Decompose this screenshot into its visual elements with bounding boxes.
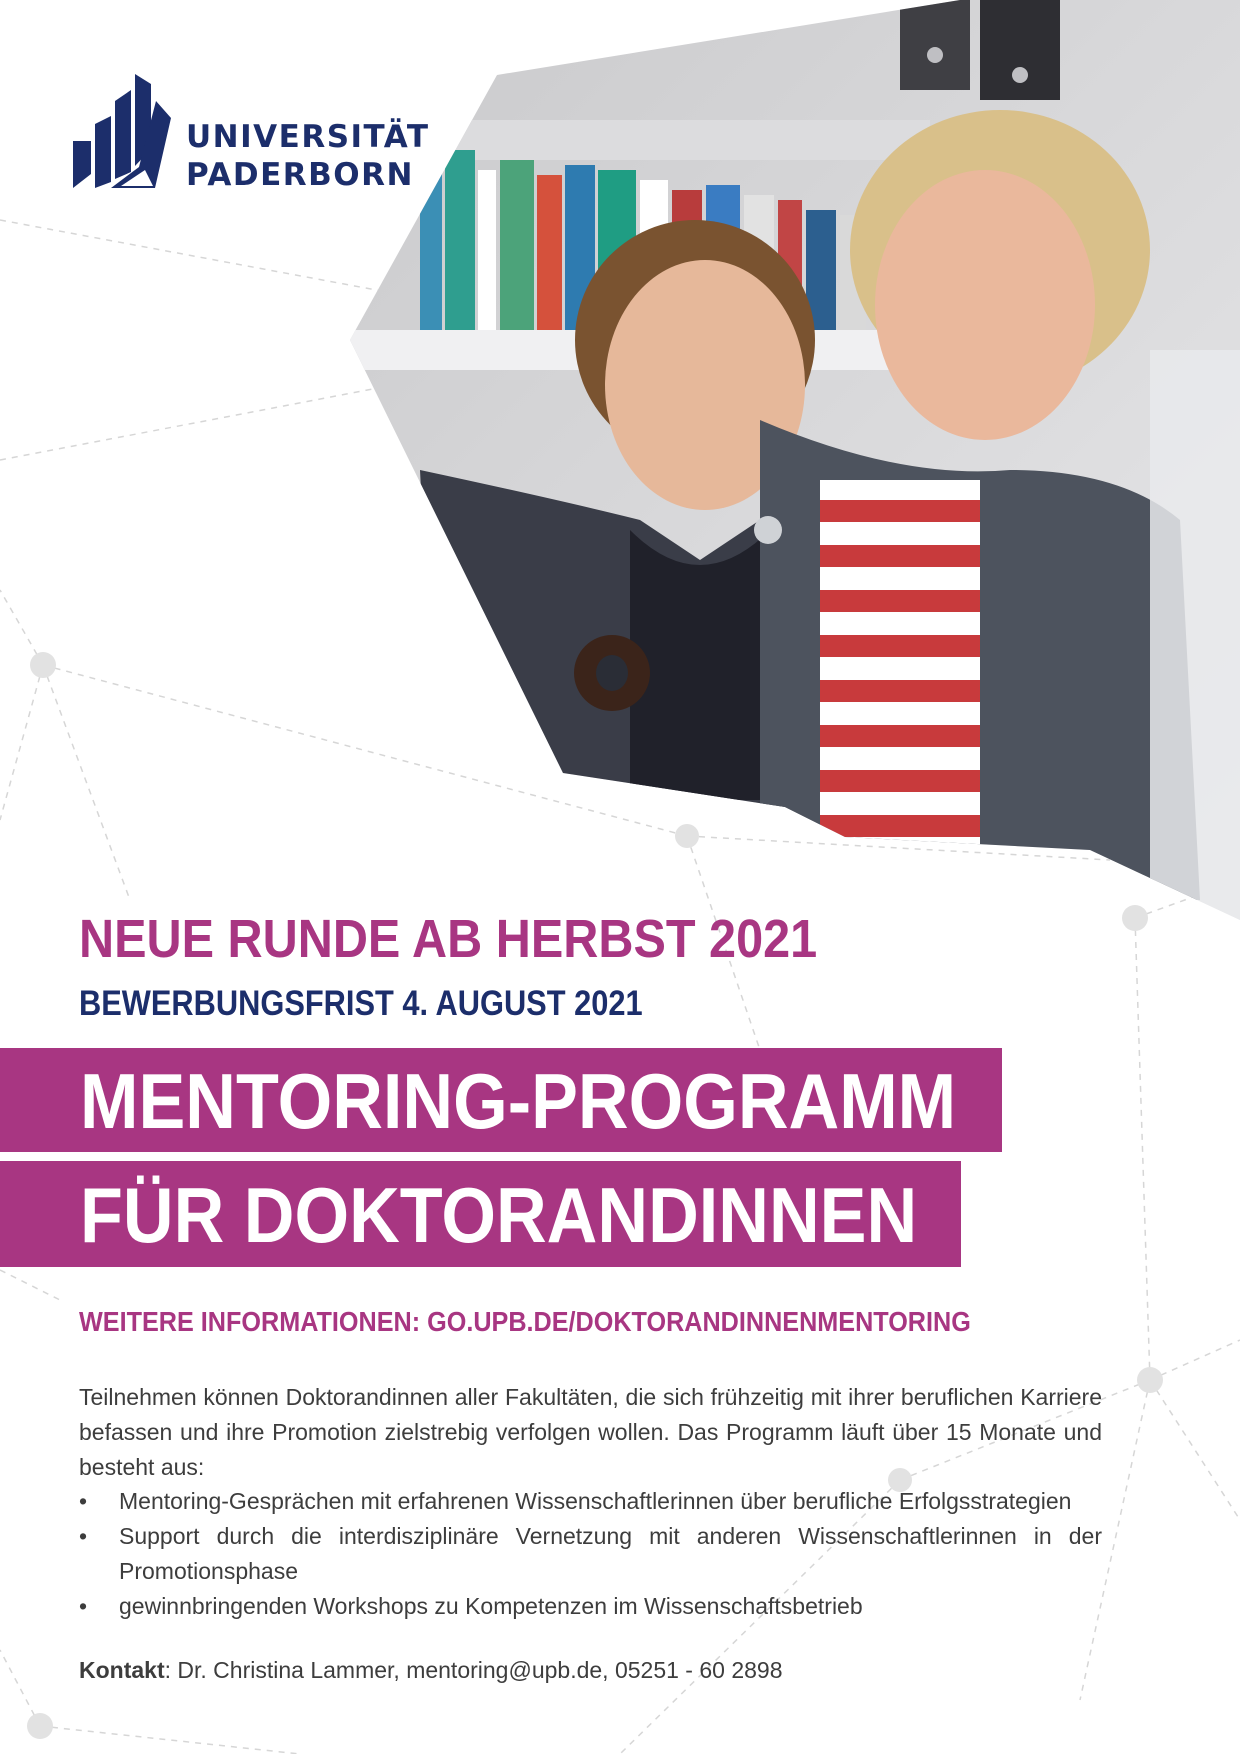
intro-paragraph: Teilnehmen können Doktorandinnen aller Fakultäten, die sich frühzeitig mit ihrer beruflichen Karriere befassen und ihre Promotion zielstrebig verfolgen wollen. Das Programm läuft über 15 Monate und besteht aus: [79, 1384, 1102, 1480]
application-deadline: BEWERBUNGSFRIST 4. AUGUST 2021 [79, 984, 643, 1023]
list-item [79, 1519, 1102, 1589]
headline: NEUE RUNDE AB HERBST 2021 [79, 909, 818, 969]
title-line-1: MENTORING-PROGRAMM [80, 1057, 957, 1145]
program-bullet-list [79, 1484, 1102, 1624]
list-item-text: Mentoring-Gesprächen mit erfahrenen Wissenschaftlerinnen über berufliche Erfolgsstrategien [119, 1488, 1072, 1514]
university-logo [73, 74, 433, 194]
logo-line-1: UNIVERSITÄT [186, 119, 430, 155]
title-line-2: FÜR DOKTORANDINNEN [80, 1171, 918, 1259]
title-bar-1 [0, 1048, 1002, 1152]
list-item-text: Support durch die interdisziplinäre Vernetzung mit anderen Wissenschaftlerinnen in der Promotionsphase [119, 1523, 1102, 1584]
logo-text [186, 118, 430, 194]
logo-line-2: PADERBORN [186, 157, 414, 193]
list-item-text: gewinnbringenden Workshops zu Kompetenzen im Wissenschaftsbetrieb [119, 1593, 863, 1619]
bullet-icon: • [79, 1488, 88, 1514]
list-item [79, 1589, 1102, 1624]
list-item [79, 1484, 1102, 1519]
bullet-icon: • [79, 1593, 88, 1619]
university-paderborn-logo-icon [73, 74, 173, 194]
bullet-icon: • [79, 1523, 88, 1549]
title-bar-2 [0, 1161, 961, 1267]
contact-details[interactable]: : Dr. Christina Lammer, mentoring@upb.de, 05251 - 60 2898 [164, 1657, 783, 1683]
more-info-link[interactable]: WEITERE INFORMATIONEN: GO.UPB.DE/DOKTORANDINNENMENTORING [79, 1306, 971, 1337]
contact-label: Kontakt [79, 1657, 165, 1683]
contact-line [79, 1657, 782, 1684]
